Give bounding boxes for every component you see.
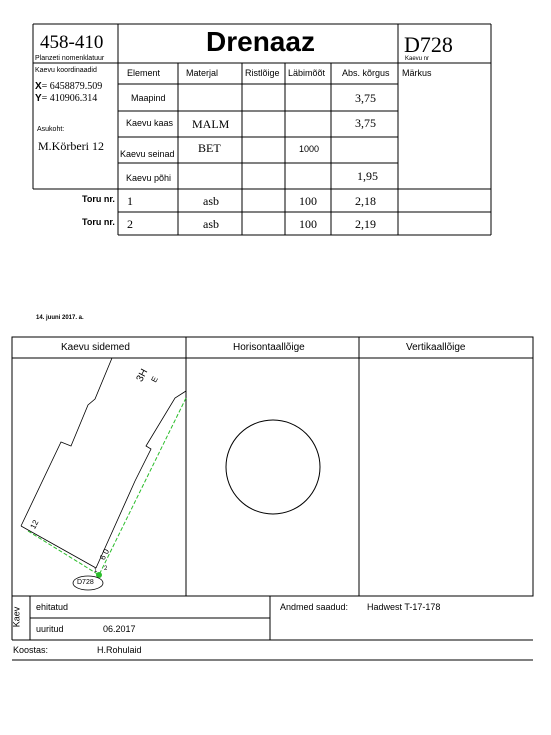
pipe-1-label: 1 (94, 568, 98, 574)
row-elevation: 3,75 (355, 116, 376, 130)
pipe-elevation: 2,18 (355, 194, 376, 208)
date-label: 14. juuni 2017. a. (36, 315, 84, 321)
row-element: Kaevu kaas (126, 118, 174, 128)
surveyed-value: 06.2017 (103, 624, 136, 634)
pipe-label: Toru nr. (82, 194, 115, 204)
col-material: Materjal (186, 68, 219, 78)
built-label: ehitatud (36, 602, 69, 612)
pipe-diameter: 100 (299, 194, 317, 208)
col-elevation: Abs. kõrgus (342, 68, 390, 78)
well-tag: D728 (77, 579, 94, 586)
row-element: Maapind (131, 93, 166, 103)
col-diameter: Läbimõõt (288, 68, 326, 78)
view-vertical-title: Vertikaallõige (406, 342, 466, 353)
well-caption: Kaevu nr (405, 56, 430, 62)
row-diameter: 1000 (299, 144, 320, 154)
col-cross: Ristlõige (245, 68, 280, 78)
pipe-elevation: 2,19 (355, 217, 376, 231)
pipe-dim-label: 12 (28, 518, 41, 531)
well-number: D728 (404, 32, 453, 57)
data-source-value: Hadwest T-17-178 (367, 602, 441, 612)
pipe-material: asb (203, 194, 219, 208)
y-coordinate: Y= 410906.314 (35, 93, 98, 104)
pipe-diameter: 100 (299, 217, 317, 231)
row-material: BET (198, 141, 221, 155)
row-elevation: 3,75 (355, 91, 376, 105)
row-material: MALM (192, 117, 230, 131)
author-label: Koostas: (13, 645, 49, 655)
row-element: Kaevu seinad (120, 149, 175, 159)
sheet-number: 458-410 (40, 32, 104, 53)
coords-caption: Kaevu koordinaadid (35, 67, 97, 74)
author-value: H.Rohulaid (97, 645, 142, 655)
row-element: Kaevu põhi (126, 173, 172, 183)
well-section-circle (226, 420, 320, 514)
pipe-label: Toru nr. (82, 217, 115, 227)
data-source-label: Andmed saadud: (280, 602, 349, 612)
building-label: 3H (134, 367, 151, 384)
col-notes: Märkus (402, 68, 432, 78)
location-caption: Asukoht: (37, 126, 65, 133)
location-value: M.Körberi 12 (38, 139, 104, 153)
row-elevation: 1,95 (357, 169, 378, 183)
x-coordinate: X= 6458879.509 (35, 81, 103, 92)
sheet-caption: Planzeti nomenklatuur (35, 55, 105, 62)
footer-side-label: Kaev (11, 606, 22, 628)
pipe-number: 2 (127, 217, 133, 231)
pipe-2-label: 2 (104, 566, 108, 572)
surveyed-label: uuritud (36, 624, 64, 634)
building-sub-label: E (149, 375, 160, 384)
view-plan-title: Kaevu sidemed (61, 342, 130, 353)
pipe-material: asb (203, 217, 219, 231)
col-element: Element (127, 68, 161, 78)
view-horizontal-title: Horisontaallõige (233, 342, 305, 353)
page-title: Drenaaz (206, 26, 315, 57)
pipe-size-label: 6 0 (97, 547, 112, 562)
pipe-number: 1 (127, 194, 133, 208)
